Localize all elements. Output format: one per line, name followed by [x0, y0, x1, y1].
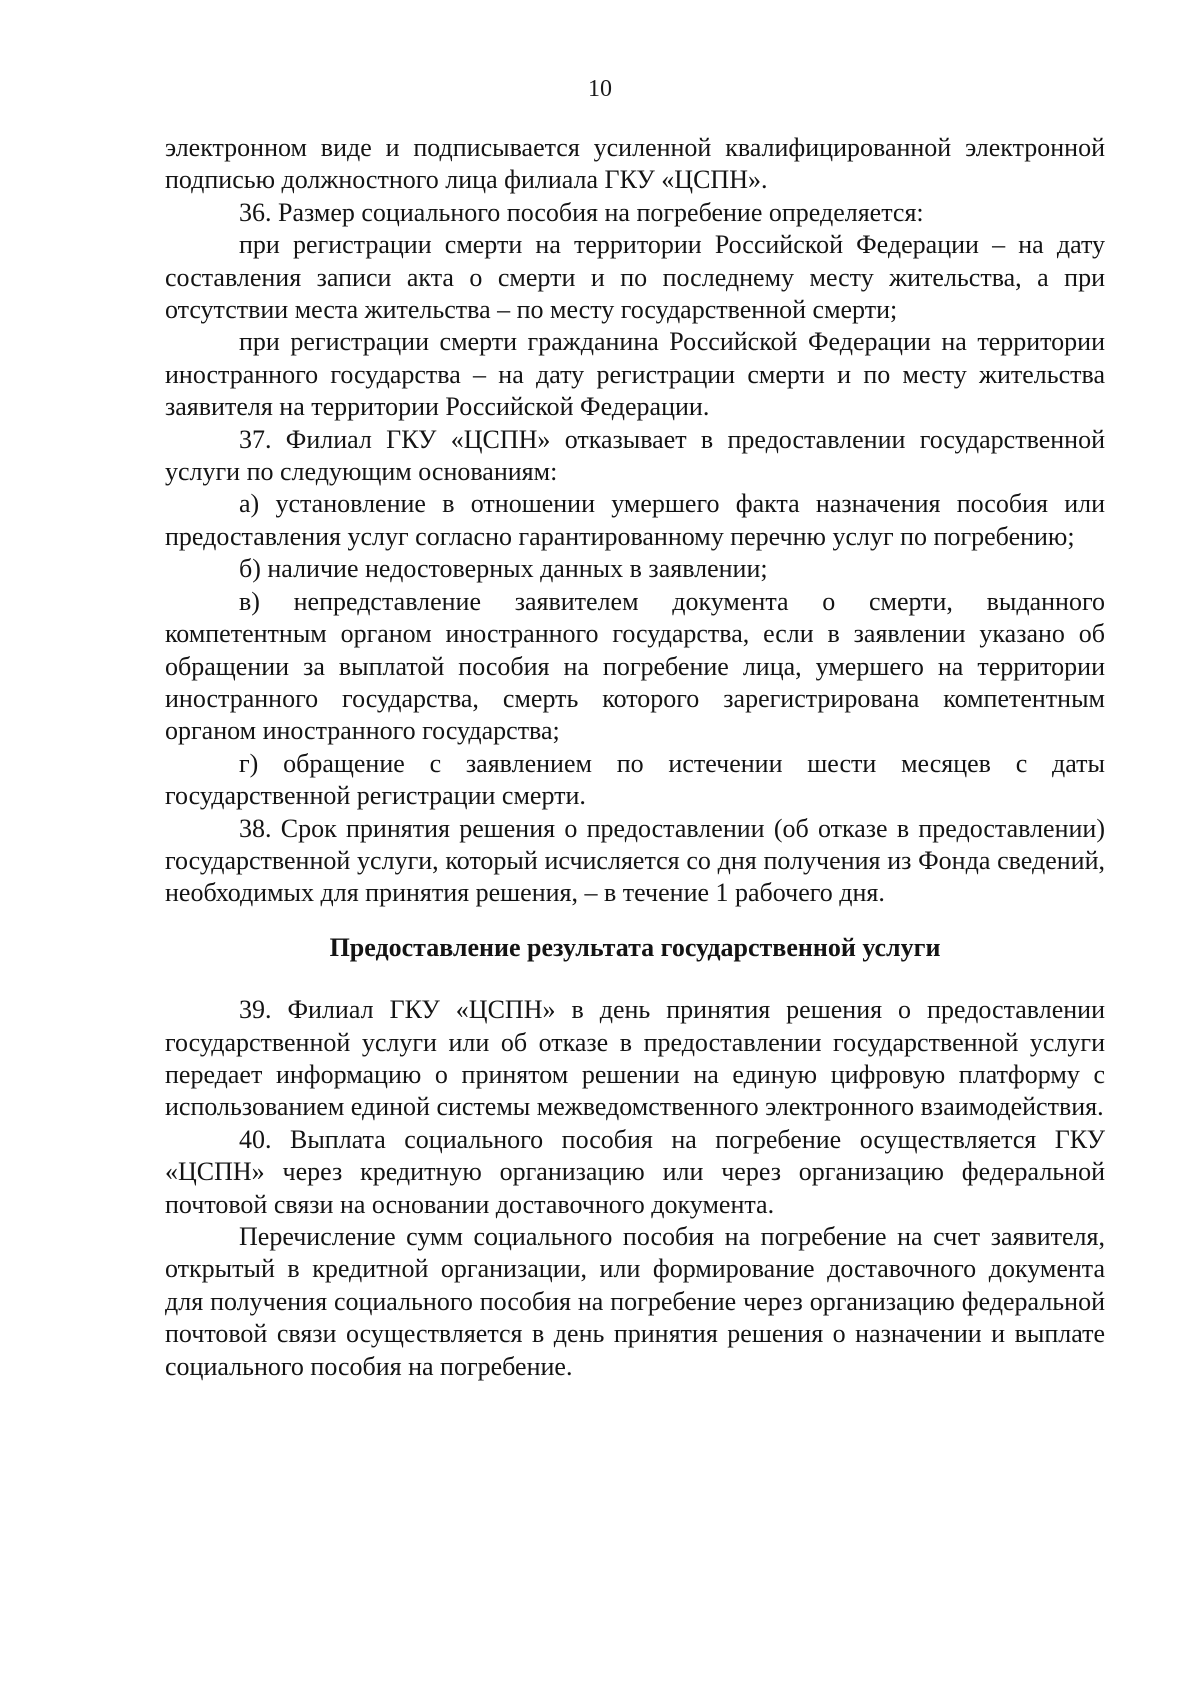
paragraph: электронном виде и подписывается усиленной квалифицированной электронной подписью должностного лица филиала ГКУ «ЦСПН».	[165, 133, 1105, 195]
document-body	[165, 132, 1105, 1383]
paragraph: 40. Выплата социального пособия на погребение осуществляется ГКУ «ЦСПН» через кредитную организацию или через организацию федеральной почтовой связи на основании доставочного документа.	[165, 1124, 1105, 1219]
paragraph: 39. Филиал ГКУ «ЦСПН» в день принятия решения о предоставлении государственной услуги или об отказе в предоставлении государственной услуги передает информацию о принятом решении на единую цифровую платформу с использованием единой системы межведомственного электронного взаимодействия.	[165, 995, 1105, 1122]
paragraph: при регистрации смерти на территории Российской Федерации – на дату составления записи акта о смерти и по последнему месту жительства, а при отсутствии места жительства – по месту государственной смерти;	[165, 230, 1105, 325]
paragraph: 38. Срок принятия решения о предоставлении (об отказе в предоставлении) государственной услуги, который исчисляется со дня получения из Фонда сведений, необходимых для принятия решения, – в течение 1 рабочего дня.	[165, 813, 1105, 908]
paragraph: б) наличие недостоверных данных в заявлении;	[239, 554, 768, 584]
paragraph: 36. Размер социального пособия на погребение определяется:	[239, 197, 924, 227]
paragraphs-before	[165, 132, 1105, 910]
paragraph: при регистрации смерти гражданина Российской Федерации на территории иностранного государства – на дату регистрации смерти и по месту жительства заявителя на территории Российской Федерации.	[165, 327, 1105, 422]
paragraph: а) установление в отношении умершего факта назначения пособия или предоставления услуг согласно гарантированному перечню услуг по погребению;	[165, 489, 1105, 551]
paragraph: 37. Филиал ГКУ «ЦСПН» отказывает в предоставлении государственной услуги по следующим основаниям:	[165, 424, 1105, 487]
paragraph: Перечисление сумм социального пособия на погребение на счет заявителя, открытый в кредитной организации, или формирование доставочного документа для получения социального пособия на погребение через организацию федеральной почтовой связи осуществляется в день принятия решения о назначении и выплате социального пособия на погребение.	[165, 1222, 1105, 1381]
section-heading: Предоставление результата государственной услуги	[329, 932, 941, 962]
paragraph: в) непредставление заявителем документа о смерти, выданного компетентным органом иностранного государства, если в заявлении указано об обращении за выплатой пособия на погребение лица, умершего на территории иностранного государства, смерть которого зарегистрирована компетентным органом иностранного государства;	[165, 586, 1105, 746]
paragraphs-after	[165, 994, 1105, 1383]
paragraph: г) обращение с заявлением по истечении шести месяцев с даты государственной регистрации смерти.	[165, 748, 1105, 811]
page-number: 10	[588, 76, 612, 102]
